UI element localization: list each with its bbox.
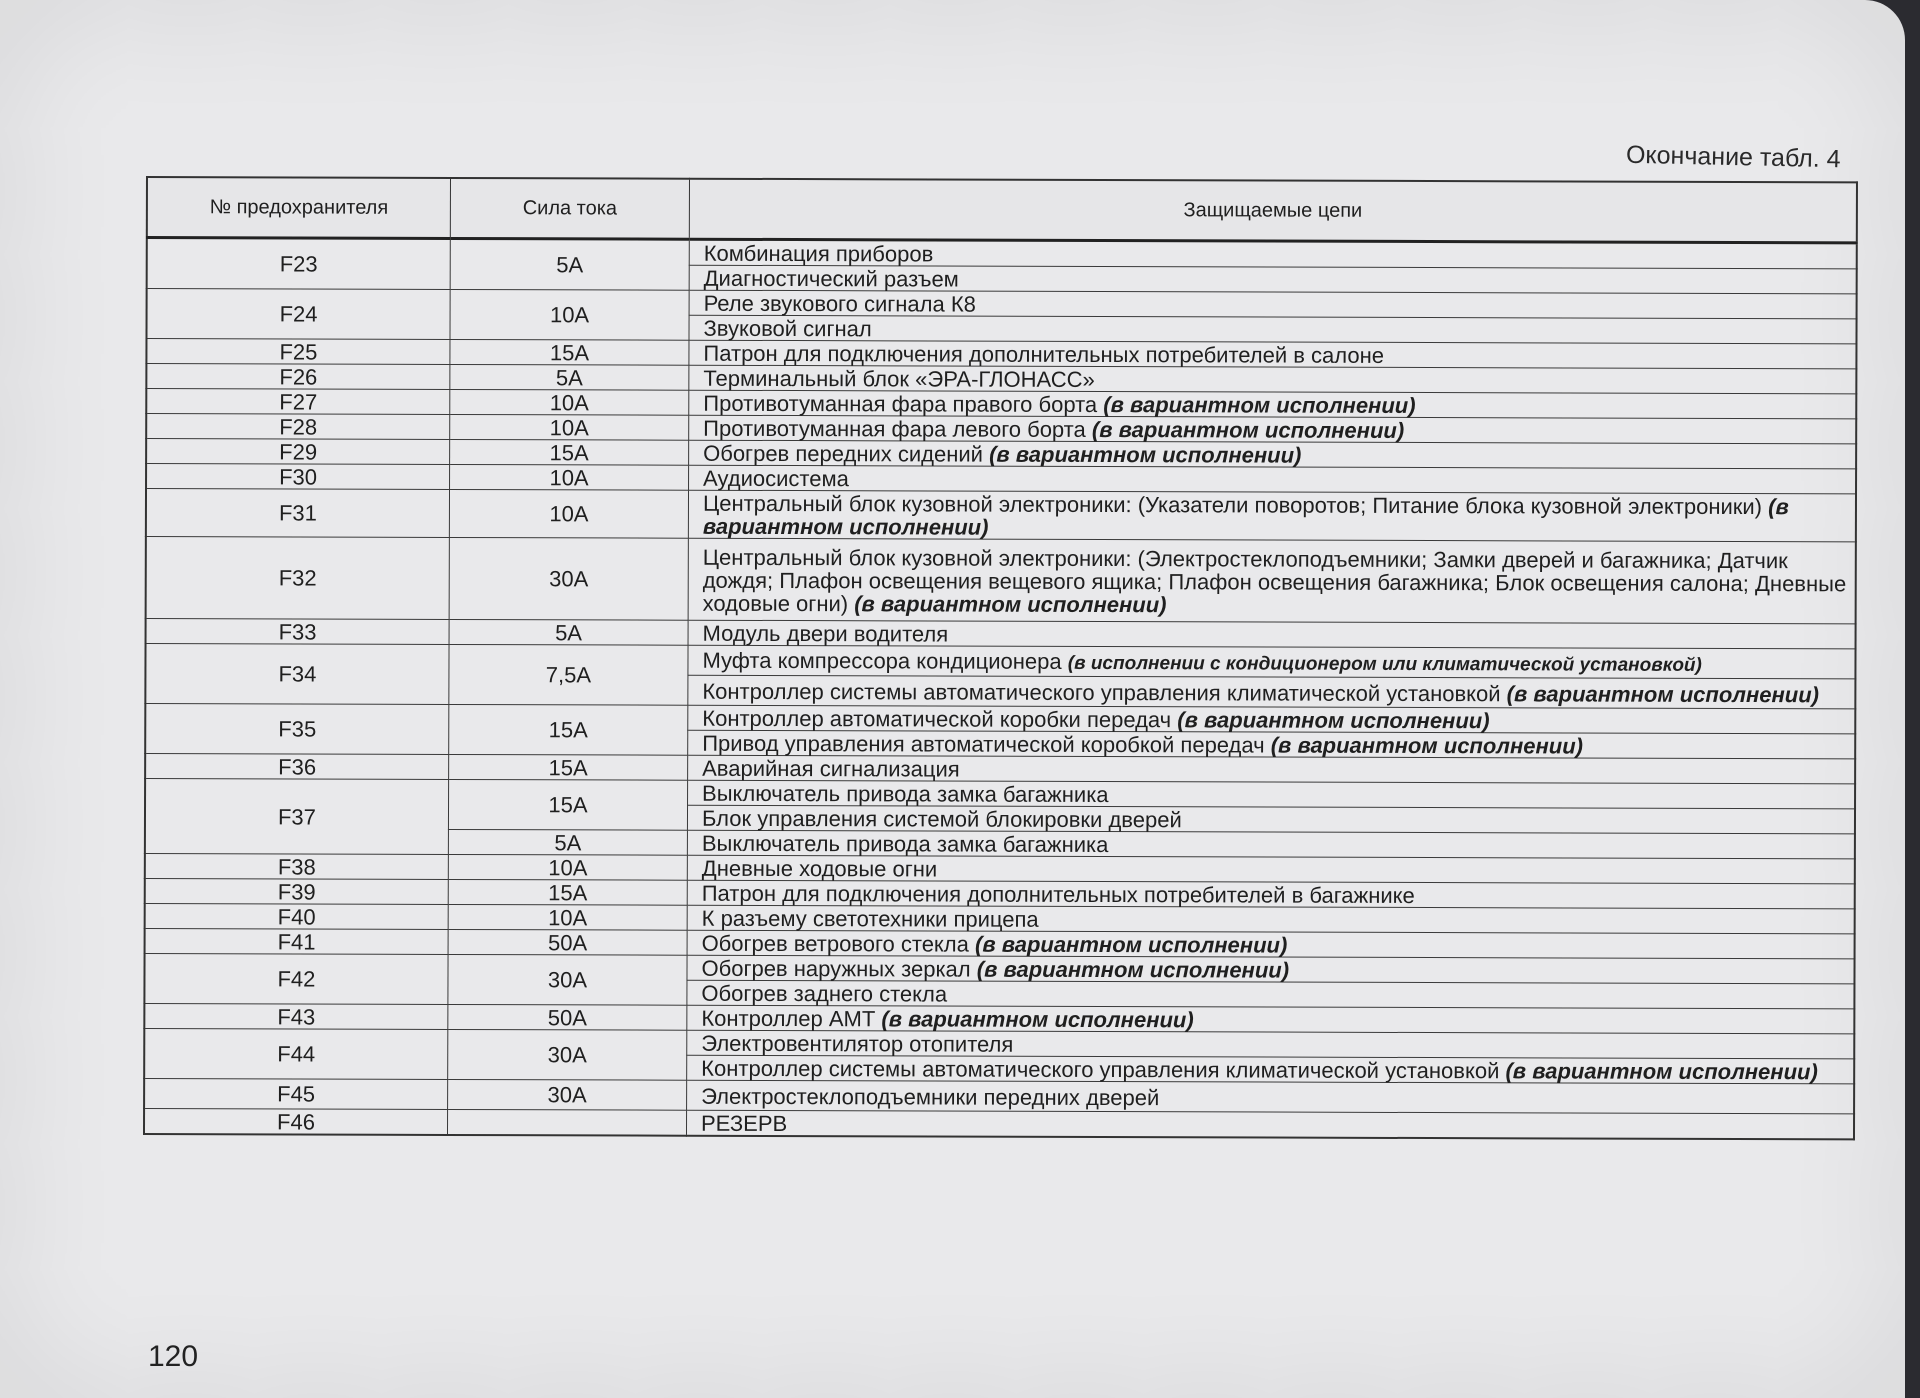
- circuit-cell: [687, 1080, 1855, 1114]
- circuit-cell: [689, 239, 1857, 269]
- current-cell: 10A: [448, 854, 687, 880]
- header-fuse: № предохранителя: [147, 177, 451, 238]
- fuse-number-cell: F29: [146, 439, 450, 465]
- circuit-text: Контроллер АМТ: [701, 1005, 882, 1032]
- circuit-cell: [687, 855, 1855, 884]
- table-row: [147, 238, 1857, 269]
- fuse-number-cell: F33: [146, 619, 450, 645]
- current-cell: 30A: [448, 1029, 687, 1080]
- fuse-number-cell: F45: [144, 1078, 448, 1109]
- current-cell: 5A: [450, 238, 689, 290]
- table-row: [145, 644, 1855, 679]
- variant-note: (в вариантном исполнении): [976, 956, 1290, 983]
- circuit-cell: [688, 620, 1856, 649]
- header-circuits: Защищаемые цепи: [689, 179, 1857, 243]
- circuit-text: Контроллер автоматической коробки передач: [702, 705, 1178, 733]
- table-row: [145, 779, 1855, 809]
- circuit-text: Обогрев заднего стекла: [701, 980, 948, 1007]
- current-cell: 15A: [449, 704, 688, 755]
- page-number: 120: [148, 1340, 199, 1373]
- circuit-text: Привод управления автоматической коробкой передач: [702, 730, 1271, 758]
- circuit-text: Обогрев наружных зеркал: [701, 955, 977, 982]
- circuit-cell: [686, 1110, 1854, 1139]
- current-cell: 5A: [450, 364, 689, 390]
- circuit-text: Аварийная сигнализация: [702, 755, 960, 782]
- fuse-number-cell: F39: [145, 878, 449, 904]
- circuit-cell: [689, 415, 1857, 444]
- circuit-text: Контроллер системы автоматического управления климатической установкой: [701, 1055, 1506, 1084]
- circuit-cell: [687, 880, 1855, 909]
- current-cell: 10A: [450, 289, 689, 340]
- fuse-number-cell: F36: [145, 754, 449, 780]
- current-cell: 50A: [448, 929, 687, 955]
- circuit-cell: [688, 538, 1856, 624]
- circuit-cell: [688, 780, 1856, 809]
- circuit-cell: [688, 645, 1856, 679]
- current-cell: 10A: [449, 489, 688, 538]
- current-cell: [447, 1109, 686, 1135]
- fuse-table-wrapper: [143, 176, 1858, 1140]
- table-body: [144, 238, 1857, 1140]
- current-cell: 5A: [449, 619, 688, 645]
- fuse-number-cell: F43: [144, 1003, 448, 1029]
- circuit-cell: [687, 930, 1855, 959]
- fuse-number-cell: F27: [146, 389, 450, 415]
- variant-note: (в вариантном исполнении): [1506, 680, 1820, 707]
- table-row: [144, 1028, 1854, 1058]
- current-cell: 5A: [448, 829, 687, 855]
- variant-note: (в вариантном исполнении): [854, 590, 1167, 617]
- table-header-row: [147, 177, 1857, 243]
- circuit-text: Реле звукового сигнала К8: [703, 290, 976, 317]
- circuit-cell: [687, 955, 1855, 984]
- circuit-cell: [689, 440, 1857, 469]
- fuse-number-cell: F34: [145, 644, 449, 705]
- circuit-text: Аудиосистема: [703, 465, 849, 492]
- variant-note: (в вариантном исполнении): [702, 494, 1789, 540]
- circuit-text: Электровентилятор отопителя: [701, 1030, 1014, 1057]
- table-row: [144, 953, 1854, 983]
- circuit-cell: [689, 365, 1857, 394]
- circuit-text: Противотуманная фара левого борта: [703, 415, 1092, 442]
- circuit-cell: [689, 340, 1857, 369]
- fuse-number-cell: F44: [144, 1028, 448, 1079]
- fuse-number-cell: F31: [146, 489, 450, 538]
- variant-note: (в вариантном исполнении): [1505, 1058, 1818, 1085]
- fuse-number-cell: F38: [145, 853, 449, 879]
- fuse-number-cell: F42: [144, 953, 448, 1004]
- fuse-number-cell: F30: [146, 464, 450, 490]
- fuse-number-cell: F41: [145, 928, 449, 954]
- fuse-number-cell: F35: [145, 704, 449, 755]
- circuit-text: Противотуманная фара правого борта: [703, 390, 1104, 418]
- circuit-text: Муфта компрессора кондиционера: [702, 647, 1068, 674]
- circuit-cell: [687, 805, 1855, 834]
- table-row: [144, 1108, 1854, 1139]
- circuit-cell: [687, 905, 1855, 934]
- circuit-cell: [688, 705, 1856, 734]
- header-current: Сила тока: [450, 178, 689, 239]
- current-cell: 7,5A: [449, 644, 688, 705]
- circuit-text: Контроллер системы автоматического управления климатической установкой: [702, 678, 1507, 706]
- circuit-cell: [688, 675, 1856, 709]
- variant-note: (в вариантном исполнении): [1270, 732, 1584, 759]
- circuit-text: РЕЗЕРВ: [700, 1110, 788, 1137]
- circuit-cell: [687, 980, 1855, 1009]
- circuit-text: Диагностический разъем: [703, 265, 959, 292]
- fuse-number-cell: F24: [146, 289, 450, 340]
- fuse-number-cell: F26: [146, 364, 450, 390]
- table-row: [147, 289, 1857, 319]
- fuse-number-cell: F25: [146, 339, 450, 365]
- circuit-cell: [689, 390, 1857, 419]
- variant-note: (в вариантном исполнении): [1177, 707, 1490, 734]
- circuit-text: Терминальный блок «ЭРА-ГЛОНАСС»: [703, 365, 1095, 392]
- fuse-number-cell: F40: [145, 903, 449, 929]
- current-cell: 15A: [450, 339, 689, 365]
- table-row: [146, 489, 1856, 542]
- current-cell: 15A: [450, 439, 689, 465]
- circuit-text: Дневные ходовые огни: [701, 855, 938, 882]
- table-row: [146, 537, 1856, 624]
- current-cell: 50A: [448, 1004, 687, 1030]
- circuit-text: Блок управления системой блокировки дверей: [701, 805, 1182, 833]
- variant-note: (в вариантном исполнении): [1091, 416, 1405, 443]
- circuit-cell: [687, 830, 1855, 859]
- circuit-text: Центральный блок кузовной электроники: (Электростеклоподъемники; Замки дверей и багажника; Датчик дождя; Плафон освещения вещевого ящика; Плафон освещения багажника; Блок освещения салона; Дневные ходовые огни): [702, 544, 1847, 616]
- fuse-number-cell: F32: [146, 537, 450, 620]
- circuit-cell: [689, 315, 1857, 344]
- variant-note: (в вариантном исполнении): [974, 931, 1288, 958]
- fuse-number-cell: F23: [147, 238, 451, 290]
- fuse-number-cell: F37: [145, 779, 449, 855]
- circuit-text: Комбинация приборов: [703, 240, 934, 267]
- current-cell: 10A: [450, 464, 689, 490]
- circuit-text: Электростеклоподъемники передних дверей: [701, 1083, 1160, 1110]
- current-cell: 30A: [449, 537, 688, 620]
- circuit-text: Модуль двери водителя: [702, 620, 949, 647]
- current-cell: 10A: [448, 904, 687, 930]
- current-cell: 30A: [448, 954, 687, 1005]
- circuit-cell: [689, 265, 1857, 294]
- table-caption: Окончание табл. 4: [1626, 140, 1842, 174]
- current-cell: 10A: [450, 414, 689, 440]
- variant-note: (в вариантном исполнении): [989, 441, 1302, 468]
- circuit-cell: [689, 465, 1857, 494]
- circuit-text: Выключатель привода замка багажника: [702, 780, 1109, 808]
- fuse-number-cell: F46: [144, 1108, 448, 1134]
- current-cell: 15A: [448, 779, 687, 830]
- circuit-text: Патрон для подключения дополнительных потребителей в салоне: [703, 340, 1385, 368]
- circuit-cell: [688, 755, 1856, 784]
- variant-note: (в вариантном исполнении): [1103, 392, 1416, 418]
- circuit-text: К разъему светотехники прицепа: [701, 905, 1039, 932]
- circuit-cell: [687, 1005, 1855, 1034]
- fuse-number-cell: F28: [146, 414, 450, 440]
- circuit-text: Обогрев ветрового стекла: [701, 930, 976, 957]
- circuit-text: Звуковой сигнал: [703, 315, 872, 342]
- circuit-cell: [687, 1030, 1855, 1059]
- circuit-text: Центральный блок кузовной электроники: (Указатели поворотов; Питание блока кузовной электроники): [702, 490, 1769, 520]
- current-cell: 15A: [449, 754, 688, 780]
- current-cell: 10A: [450, 389, 689, 415]
- circuit-text: Обогрев передних сидений: [703, 440, 990, 467]
- variant-note: (в вариантном исполнении): [881, 1006, 1194, 1033]
- current-cell: 30A: [448, 1079, 687, 1110]
- circuit-cell: [687, 1055, 1855, 1084]
- variant-note: (в исполнении с кондиционером или климатической установкой): [1067, 652, 1702, 676]
- table-row: [145, 704, 1855, 734]
- circuit-text: Патрон для подключения дополнительных потребителей в багажнике: [701, 880, 1415, 908]
- circuit-text: Выключатель привода замка багажника: [701, 830, 1109, 858]
- circuit-cell: [688, 490, 1856, 542]
- fuse-table: [143, 176, 1858, 1140]
- circuit-cell: [688, 730, 1856, 759]
- circuit-cell: [689, 290, 1857, 319]
- current-cell: 15A: [448, 879, 687, 905]
